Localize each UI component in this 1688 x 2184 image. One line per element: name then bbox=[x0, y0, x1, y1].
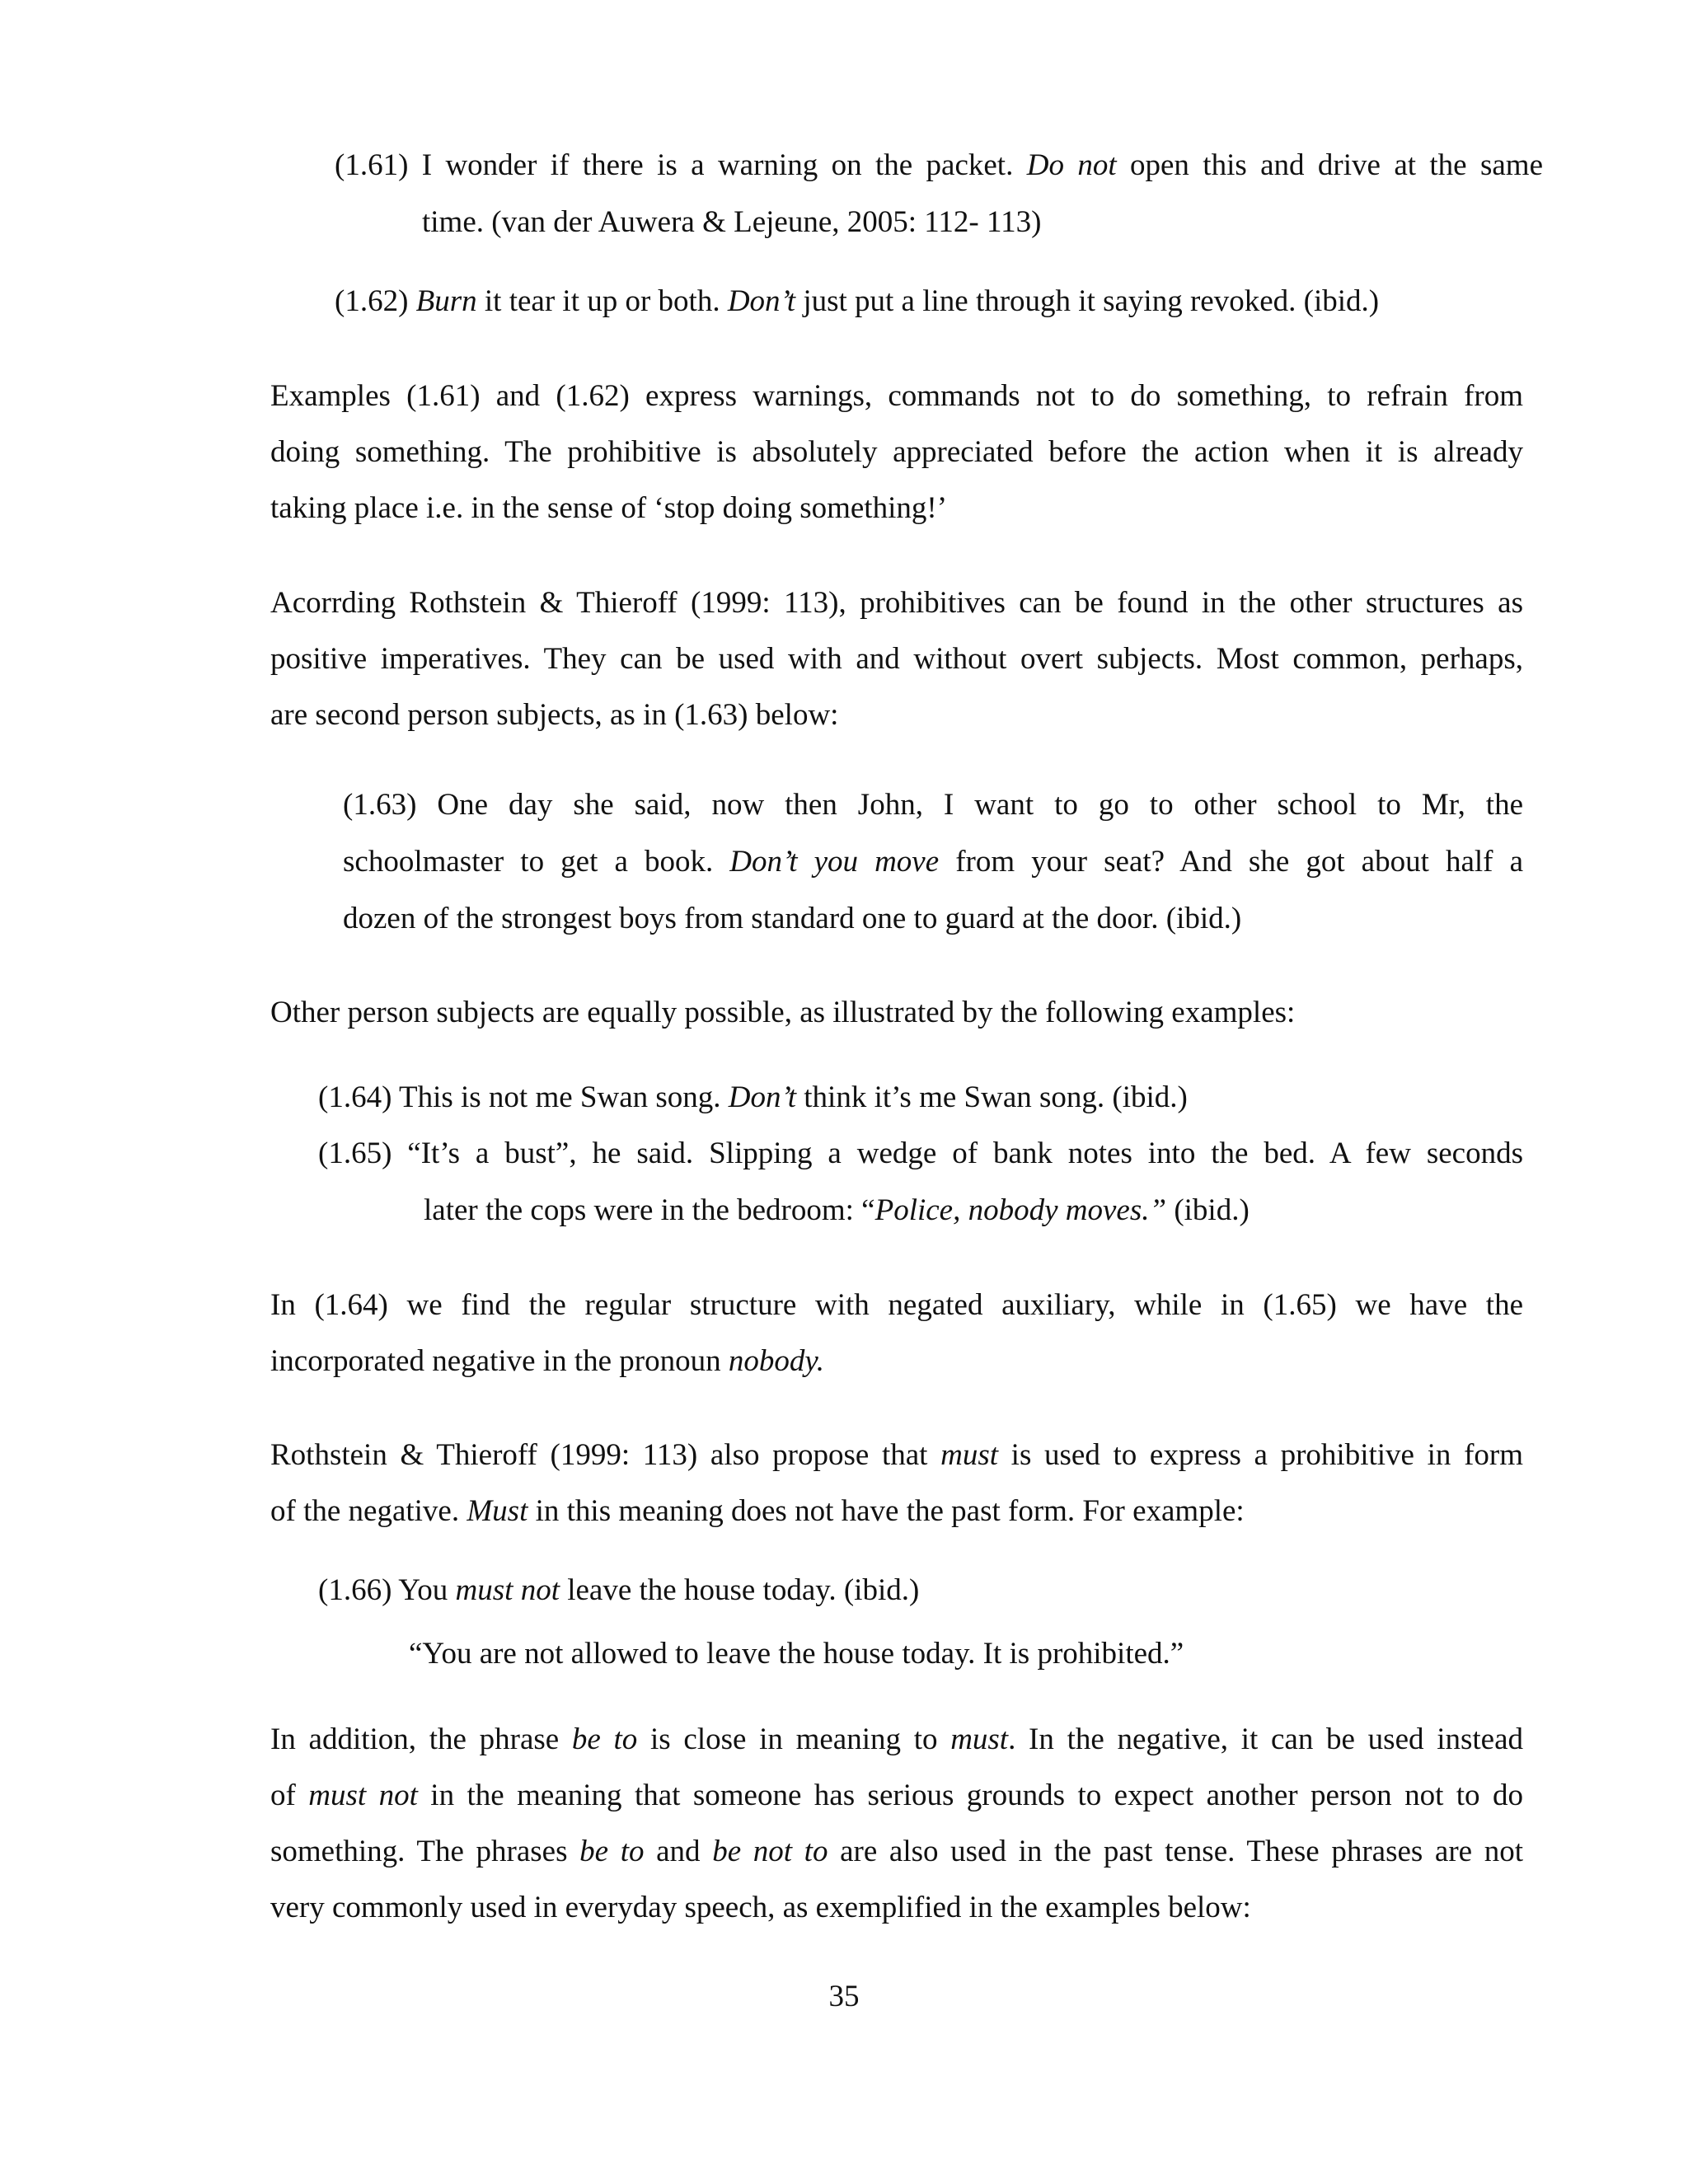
italic-run: be not to bbox=[712, 1835, 828, 1868]
paragraph-4-line-1: In (1.64) we find the regular structure with negated auxiliary, while in (1.65) we have the bbox=[270, 1288, 1523, 1322]
text-run: (1.62) bbox=[335, 284, 416, 318]
italic-run: must bbox=[950, 1722, 1009, 1756]
paragraph-2-line-2: positive imperatives. They can be used with and without overt subjects. Most common, perhaps, bbox=[270, 642, 1523, 676]
example-1-65-line-2 bbox=[424, 1195, 1250, 1226]
italic-run: Do not bbox=[1026, 148, 1117, 182]
italic-run: be to bbox=[579, 1835, 645, 1868]
example-1-62 bbox=[335, 286, 1379, 316]
italic-run: Don’t you move bbox=[729, 845, 940, 879]
text-run: Rothstein & Thieroff (1999: 113) also propose that bbox=[270, 1438, 941, 1472]
page-number: 35 bbox=[828, 1980, 860, 2013]
paragraph-5-line-2 bbox=[270, 1496, 1245, 1526]
text-run: something. The phrases bbox=[270, 1835, 580, 1868]
text-run: is close in meaning to bbox=[637, 1722, 951, 1756]
paragraph-6-line-1 bbox=[270, 1724, 1523, 1755]
text-run: open this and drive at the same bbox=[1116, 148, 1544, 182]
example-1-65-line-1: (1.65) “It’s a bust”, he said. Slipping a wedge of bank notes into the bed. A few seconds bbox=[318, 1137, 1523, 1170]
text-run: (ibid.) bbox=[1166, 1193, 1250, 1227]
text-run: and bbox=[644, 1835, 713, 1868]
example-1-64 bbox=[318, 1082, 1188, 1113]
paragraph-4-line-2 bbox=[270, 1346, 824, 1376]
text-run: it tear it up or both. bbox=[476, 284, 728, 318]
italic-run: Burn bbox=[415, 284, 477, 318]
paragraph-5-line-1 bbox=[270, 1440, 1523, 1470]
text-run: just put a line through it saying revoked. (ibid.) bbox=[795, 284, 1380, 318]
italic-run: must not bbox=[455, 1573, 560, 1607]
example-1-63-line-3: dozen of the strongest boys from standard one to guard at the door. (ibid.) bbox=[343, 902, 1242, 935]
text-run: from your seat? And she got about half a bbox=[939, 845, 1523, 879]
paragraph-2-line-1: Acorrding Rothstein & Thieroff (1999: 113), prohibitives can be found in the other structures as bbox=[270, 586, 1523, 620]
text-run: schoolmaster to get a book. bbox=[343, 845, 730, 879]
example-1-63-line-2 bbox=[343, 846, 1523, 877]
paragraph-1-line-1: Examples (1.61) and (1.62) express warnings, commands not to do something, to refrain from bbox=[270, 379, 1523, 413]
text-run: . In the negative, it can be used instead bbox=[1008, 1722, 1523, 1756]
italic-run: Don’t bbox=[727, 284, 796, 318]
italic-run: Must bbox=[467, 1494, 528, 1528]
text-run: incorporated negative in the pronoun bbox=[270, 1344, 729, 1378]
paragraph-6-line-4: very commonly used in everyday speech, as exemplified in the examples below: bbox=[270, 1891, 1251, 1924]
italic-run: be to bbox=[571, 1722, 638, 1756]
text-run: think it’s me Swan song. (ibid.) bbox=[796, 1080, 1188, 1114]
paragraph-3: Other person subjects are equally possible, as illustrated by the following examples: bbox=[270, 996, 1296, 1029]
text-run: of the negative. bbox=[270, 1494, 467, 1528]
example-1-61-line-2: time. (van der Auwera & Lejeune, 2005: 112- 113) bbox=[422, 205, 1042, 239]
text-run: in the meaning that someone has serious grounds to expect another person not to do bbox=[417, 1779, 1523, 1812]
paragraph-6-line-2 bbox=[270, 1780, 1523, 1811]
text-run: In addition, the phrase bbox=[270, 1722, 572, 1756]
example-1-63-line-1: (1.63) One day she said, now then John, I want to go to other school to Mr, the bbox=[343, 788, 1523, 822]
italic-run: Police, nobody moves.” bbox=[874, 1193, 1167, 1227]
paragraph-6-line-3 bbox=[270, 1836, 1523, 1867]
text-run: later the cops were in the bedroom: “ bbox=[424, 1193, 875, 1227]
text-run: (1.66) You bbox=[318, 1573, 456, 1607]
text-run: of bbox=[270, 1779, 309, 1812]
example-1-61-line-1 bbox=[335, 150, 1543, 180]
paragraph-1-line-2: doing something. The prohibitive is absolutely appreciated before the action when it is already bbox=[270, 435, 1523, 469]
italic-run: must bbox=[940, 1438, 998, 1472]
italic-run: nobody. bbox=[728, 1344, 824, 1378]
text-run: leave the house today. (ibid.) bbox=[559, 1573, 920, 1607]
italic-run: must not bbox=[308, 1779, 418, 1812]
text-run: are also used in the past tense. These phrases are not bbox=[828, 1835, 1524, 1868]
example-1-66-line-1 bbox=[318, 1575, 919, 1605]
text-run: (1.61) I wonder if there is a warning on the packet. bbox=[335, 148, 1027, 182]
italic-run: Don’t bbox=[728, 1080, 797, 1114]
text-run: is used to express a prohibitive in form bbox=[998, 1438, 1523, 1472]
text-run: in this meaning does not have the past form. For example: bbox=[528, 1494, 1245, 1528]
paragraph-1-line-3: taking place i.e. in the sense of ‘stop doing something!’ bbox=[270, 491, 948, 525]
paragraph-2-line-3: are second person subjects, as in (1.63) below: bbox=[270, 698, 839, 732]
text-run: (1.64) This is not me Swan song. bbox=[318, 1080, 729, 1114]
example-1-66-line-2: “You are not allowed to leave the house today. It is prohibited.” bbox=[409, 1637, 1184, 1671]
